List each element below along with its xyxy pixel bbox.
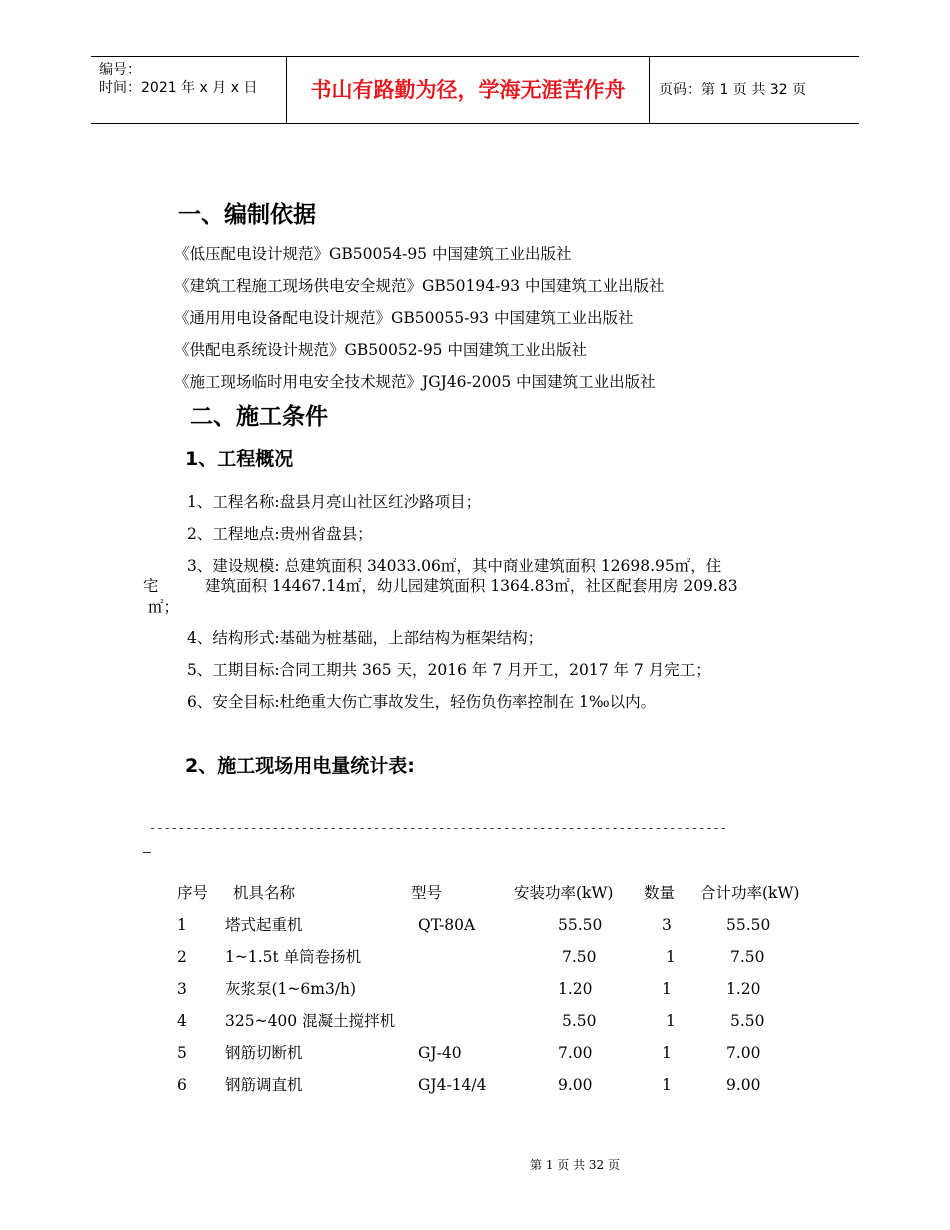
overview-item: 6、安全目标:杜绝重大伤亡事故发生，轻伤负伤率控制在 1‰以内。: [187, 693, 657, 711]
table-cell-no: 2: [177, 948, 187, 966]
overview-item-wrap: ㎡；: [148, 598, 180, 616]
table-cell-quantity: 1: [666, 948, 676, 966]
table-cell-quantity: 1: [662, 1044, 672, 1062]
table-cell-name: 325~400 混凝土搅拌机: [225, 1012, 396, 1030]
overview-item: 4、结构形式:基础为桩基础，上部结构为框架结构；: [187, 629, 544, 647]
table-cell-name: 钢筋调直机: [225, 1076, 303, 1094]
section-title: 二、施工条件: [190, 404, 328, 430]
reference-item: 《施工现场临时用电安全技术规范》JGJ46-2005 中国建筑工业出版社: [174, 373, 656, 391]
table-cell-installed-power: 5.50: [562, 1012, 597, 1030]
table-header-model: 型号: [411, 884, 443, 902]
document-number-label: 编号：: [99, 62, 141, 78]
table-cell-name: 1~1.5t 单筒卷扬机: [225, 948, 362, 966]
overview-item-continued: 建筑面积 14467.14㎡，幼儿园建筑面积 1364.83㎡，社区配套用房 209.83: [205, 577, 738, 595]
table-cell-name: 灰浆泵(1~6m3/h): [225, 980, 357, 998]
dashed-divider: --------------------------------------------------------------------------------: [149, 822, 727, 834]
footer-page-number: 第 1 页 共 32 页: [530, 1158, 620, 1172]
table-cell-installed-power: 55.50: [558, 916, 603, 934]
table-cell-model: QT-80A: [418, 916, 476, 934]
overview-item-wrap: 宅: [143, 577, 159, 595]
table-cell-total-power: 5.50: [730, 1012, 765, 1030]
reference-item: 《低压配电设计规范》GB50054-95 中国建筑工业出版社: [174, 245, 572, 263]
table-cell-installed-power: 7.50: [562, 948, 597, 966]
reference-item: 《建筑工程施工现场供电安全规范》GB50194-93 中国建筑工业出版社: [174, 277, 665, 295]
subsection-title: 1、工程概况: [185, 448, 294, 470]
table-header-no: 序号: [177, 884, 209, 902]
table-cell-name: 塔式起重机: [225, 916, 303, 934]
table-cell-quantity: 1: [662, 1076, 672, 1094]
table-header-total-power: 合计功率(kW): [700, 884, 800, 902]
document-time-label: 时间：2021 年 x 月 x 日: [99, 80, 258, 96]
table-cell-quantity: 3: [662, 916, 672, 934]
header-meta: [99, 61, 285, 97]
header-divider: [649, 57, 650, 123]
reference-item: 《供配电系统设计规范》GB50052-95 中国建筑工业出版社: [174, 341, 587, 359]
table-cell-installed-power: 7.00: [558, 1044, 593, 1062]
table-header-installed-power: 安装功率(kW): [514, 884, 614, 902]
table-cell-installed-power: 9.00: [558, 1076, 593, 1094]
table-cell-total-power: 55.50: [726, 916, 771, 934]
table-cell-no: 4: [177, 1012, 187, 1030]
table-header-name: 机具名称: [233, 884, 296, 902]
header-motto: 书山有路勤为径，学海无涯苦作舟: [310, 78, 626, 102]
table-cell-total-power: 7.50: [730, 948, 765, 966]
reference-item: 《通用用电设备配电设计规范》GB50055-93 中国建筑工业出版社: [174, 309, 634, 327]
table-cell-total-power: 1.20: [726, 980, 761, 998]
subsection-title: 2、施工现场用电量统计表:: [185, 755, 415, 777]
table-cell-quantity: 1: [662, 980, 672, 998]
page-footer: [0, 1157, 950, 1173]
table-cell-installed-power: 1.20: [558, 980, 593, 998]
table-cell-name: 钢筋切断机: [225, 1044, 303, 1062]
overview-item: 2、工程地点:贵州省盘县；: [187, 525, 373, 543]
table-cell-no: 6: [177, 1076, 187, 1094]
table-cell-no: 1: [177, 916, 187, 934]
page-header: [91, 56, 859, 124]
table-cell-quantity: 1: [666, 1012, 676, 1030]
overview-item: 1、工程名称:盘县月亮山社区红沙路项目；: [187, 493, 482, 511]
table-cell-model: GJ4-14/4: [418, 1076, 487, 1094]
overview-item: 3、建设规模: 总建筑面积 34033.06㎡，其中商业建筑面积 12698.95㎡，住: [187, 557, 722, 575]
overview-item: 5、工期目标:合同工期共 365 天，2016 年 7 月开工，2017 年 7 月完工；: [187, 661, 711, 679]
header-page-info: 页码：第 1 页 共 32 页: [659, 82, 806, 98]
table-header-quantity: 数量: [644, 884, 676, 902]
dashed-divider-tail: [143, 852, 151, 853]
table-cell-no: 3: [177, 980, 187, 998]
table-cell-model: GJ-40: [418, 1044, 462, 1062]
table-cell-total-power: 9.00: [726, 1076, 761, 1094]
table-cell-no: 5: [177, 1044, 187, 1062]
table-cell-total-power: 7.00: [726, 1044, 761, 1062]
section-title: 一、编制依据: [178, 202, 316, 228]
